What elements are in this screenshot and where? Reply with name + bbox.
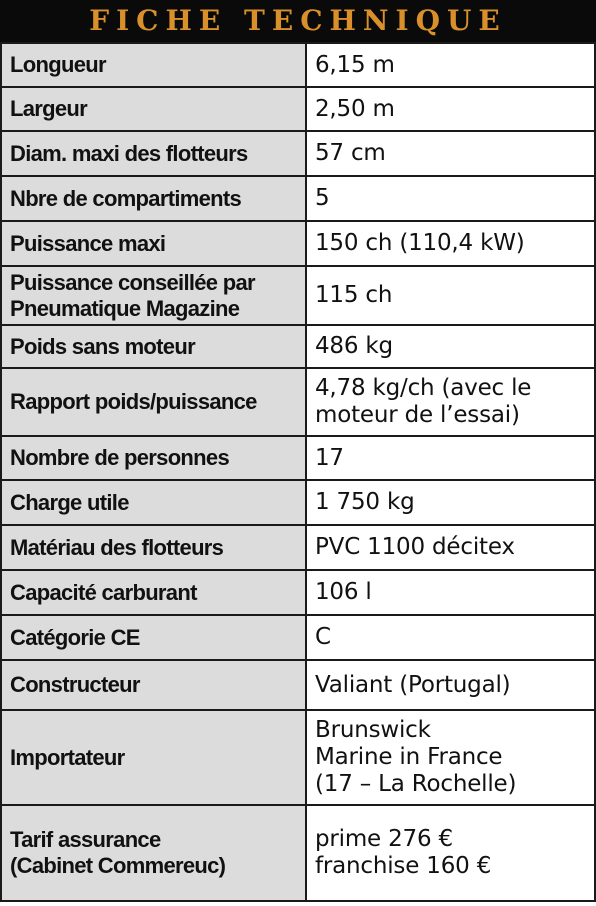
- row-value-line: (17 – La Rochelle): [315, 771, 517, 797]
- row-value: [306, 176, 595, 221]
- title-bar: [0, 0, 596, 42]
- row-label: [1, 805, 306, 901]
- row-value-line: 1 750 kg: [315, 489, 415, 515]
- row-value: [306, 368, 595, 436]
- row-value-line: franchise 160 €: [315, 853, 492, 879]
- row-label-line: Poids sans moteur: [10, 333, 195, 359]
- row-label-line: Nbre de compartiments: [10, 185, 242, 211]
- table-row: [1, 710, 595, 805]
- row-value-line: 2,50 m: [315, 95, 395, 122]
- row-value-line: 5: [315, 185, 330, 211]
- row-value-line: Valiant (Portugal): [315, 671, 511, 698]
- row-label: [1, 221, 306, 266]
- row-label-line: Diam. maxi des flotteurs: [10, 140, 248, 166]
- row-label-line: Importateur: [10, 744, 125, 770]
- row-value-line: prime 276 €: [315, 826, 453, 852]
- row-label-line: Puissance maxi: [10, 230, 166, 256]
- row-label-line: Nombre de personnes: [10, 445, 229, 470]
- row-label-line: Largeur: [10, 96, 88, 121]
- row-value-line: moteur de l’essai): [315, 402, 520, 428]
- row-label: [1, 525, 306, 570]
- row-value: [306, 87, 595, 131]
- row-value-line: 486 kg: [315, 333, 393, 359]
- row-value: [306, 325, 595, 368]
- row-value: [306, 436, 595, 480]
- table-row: [1, 325, 595, 368]
- row-label: [1, 43, 306, 87]
- row-value: [306, 131, 595, 176]
- table-row: [1, 221, 595, 266]
- row-value-line: 150 ch (110,4 kW): [315, 230, 525, 256]
- spec-table: [0, 42, 596, 902]
- row-value: [306, 221, 595, 266]
- row-label: [1, 176, 306, 221]
- row-label: [1, 131, 306, 176]
- table-row: [1, 525, 595, 570]
- row-value: [306, 660, 595, 710]
- table-row: [1, 176, 595, 221]
- row-label: [1, 570, 306, 615]
- row-label-line: Charge utile: [10, 489, 129, 515]
- row-label: [1, 436, 306, 480]
- row-value: [306, 525, 595, 570]
- row-label-line: Matériau des flotteurs: [10, 534, 224, 560]
- row-value-line: Marine in France: [315, 744, 503, 770]
- table-row: [1, 131, 595, 176]
- row-label-line: Longueur: [10, 52, 106, 77]
- table-row: [1, 805, 595, 901]
- row-label: [1, 660, 306, 710]
- table-row: [1, 266, 595, 325]
- table-row: [1, 368, 595, 436]
- row-value: [306, 805, 595, 901]
- row-value-line: 115 ch: [315, 282, 393, 308]
- row-label: [1, 87, 306, 131]
- row-value-line: 106 l: [315, 579, 372, 605]
- row-value-line: Brunswick: [315, 717, 431, 743]
- row-value: [306, 570, 595, 615]
- row-label-line: Puissance conseillée par: [10, 269, 255, 295]
- table-row: [1, 87, 595, 131]
- row-label-line: Pneumatique Magazine: [10, 295, 240, 321]
- table-row: [1, 43, 595, 87]
- table-row: [1, 615, 595, 660]
- row-label-line: Capacité carburant: [10, 579, 197, 605]
- row-label: [1, 325, 306, 368]
- row-value-line: 6,15 m: [315, 51, 395, 78]
- row-label-line: Catégorie CE: [10, 624, 140, 650]
- table-row: [1, 436, 595, 480]
- table-row: [1, 660, 595, 710]
- row-label: [1, 480, 306, 525]
- row-label: [1, 266, 306, 325]
- row-label-line: Rapport poids/puissance: [10, 389, 257, 414]
- row-value: [306, 615, 595, 660]
- row-label: [1, 368, 306, 436]
- row-value: [306, 710, 595, 805]
- row-value-line: 17: [315, 444, 344, 471]
- table-row: [1, 570, 595, 615]
- row-value: [306, 480, 595, 525]
- sheet-title: FICHE TECHNIQUE: [89, 4, 507, 37]
- row-value-line: 4,78 kg/ch (avec le: [315, 375, 532, 401]
- row-value-line: 57 cm: [315, 140, 386, 166]
- row-label: [1, 710, 306, 805]
- row-label-line: Tarif assurance: [10, 827, 161, 852]
- row-value: [306, 43, 595, 87]
- row-label-line: (Cabinet Commereuc): [10, 853, 226, 878]
- row-value: [306, 266, 595, 325]
- row-label-line: Constructeur: [10, 672, 140, 697]
- row-label: [1, 615, 306, 660]
- row-value-line: C: [315, 624, 331, 650]
- row-value-line: PVC 1100 décitex: [315, 534, 515, 560]
- table-row: [1, 480, 595, 525]
